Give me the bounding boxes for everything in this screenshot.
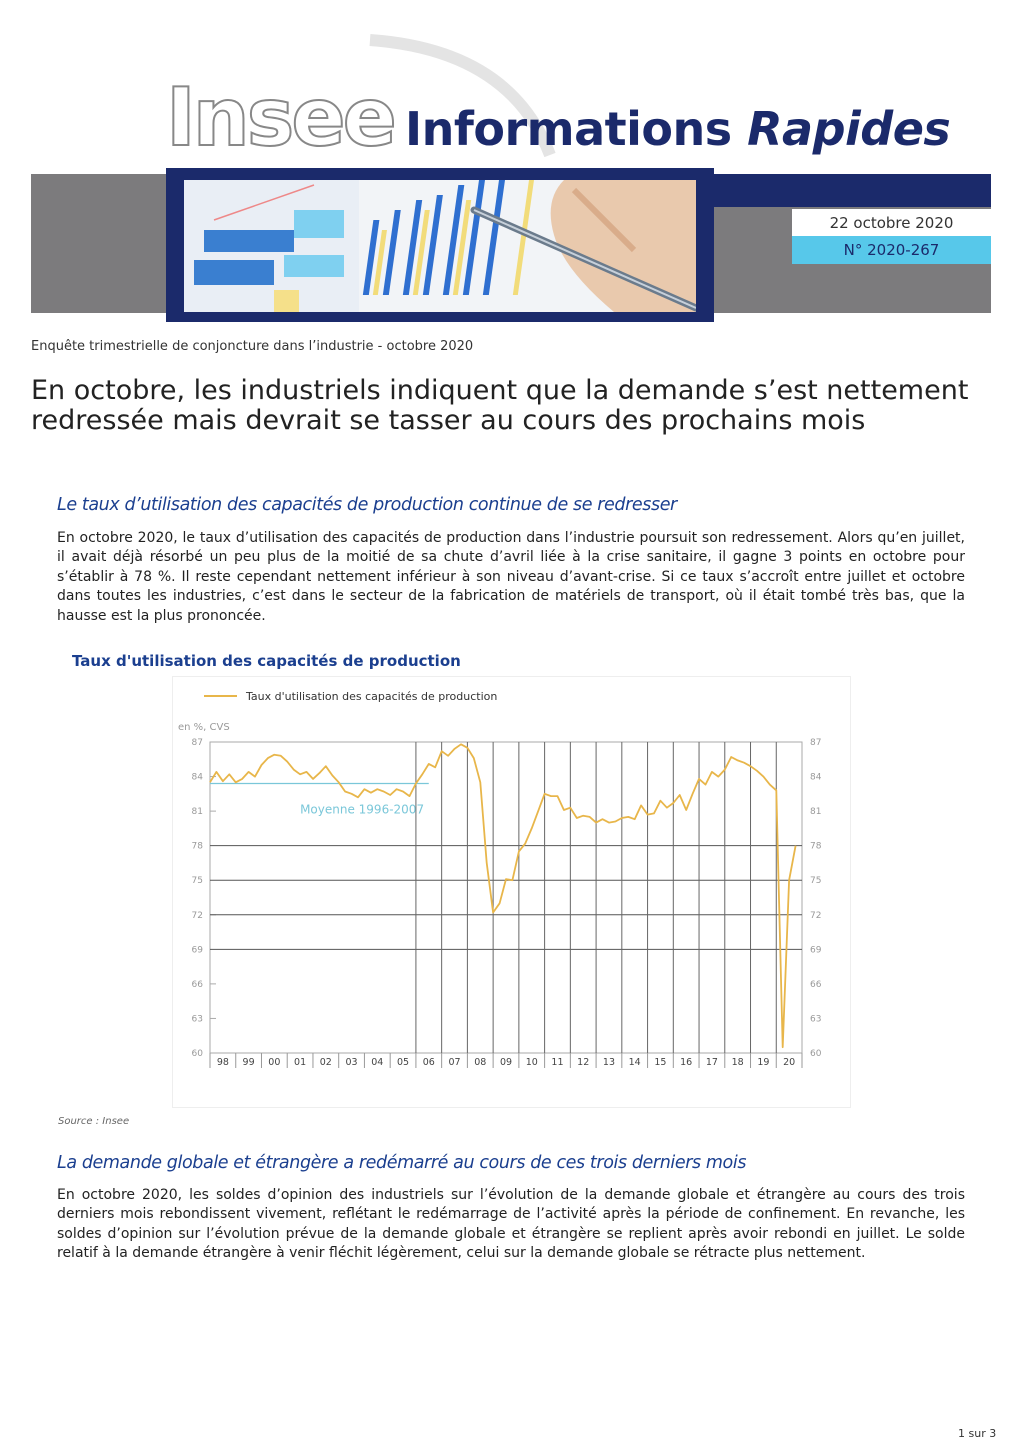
- headline: En octobre, les industriels indiquent que la demande s’est nettement redressée mais devrait se tasser au cours des prochains mois: [31, 375, 969, 436]
- title-part-rapides: Rapides: [747, 102, 951, 156]
- x-tick-label: 00: [268, 1057, 281, 1068]
- plot-area: [210, 742, 802, 1053]
- insee-logo: Insee: [166, 71, 394, 164]
- y-tick-label-left: 63: [191, 1014, 203, 1025]
- y-tick-label-right: 78: [810, 841, 822, 852]
- x-tick-label: 18: [731, 1057, 744, 1068]
- legend-label: Taux d'utilisation des capacités de production: [246, 690, 498, 703]
- y-axis-unit: en %, CVS: [178, 722, 230, 733]
- section1-heading: Le taux d’utilisation des capacités de production continue de se redresser: [57, 495, 677, 515]
- y-tick-label-right: 66: [810, 979, 822, 990]
- y-tick-label-right: 75: [810, 876, 822, 887]
- x-tick-label: 03: [345, 1057, 358, 1068]
- y-tick-label-left: 66: [191, 979, 203, 990]
- chart-source: Source : Insee: [58, 1116, 130, 1127]
- y-tick-label-left: 69: [191, 945, 203, 956]
- title-part-informations: Informations: [405, 102, 748, 156]
- y-tick-label-left: 72: [191, 910, 203, 921]
- y-tick-label-right: 81: [810, 807, 822, 818]
- x-tick-label: 17: [705, 1057, 718, 1068]
- section2-paragraph: En octobre 2020, les soldes d’opinion des industriels sur l’évolution de la demande globale et étrangère au cours des trois derniers mois rebondissent vivement, reflétant le redémarrage de l’activité après la période de confinement. En revanche, les soldes d’opinion sur l’évolution prévue de la demande globale et étrangère se replient après avoir rebondi en juillet. Le solde relatif à la demande étrangère à venir fléchit légèrement, celui sur la demande globale se rétracte plus nettement.: [57, 1187, 965, 1262]
- publication-title: [405, 104, 950, 155]
- y-tick-label-left: 60: [191, 1049, 203, 1059]
- y-tick-label-right: 87: [810, 738, 822, 748]
- x-tick-label: 19: [757, 1057, 770, 1068]
- y-tick-label-right: 69: [810, 945, 822, 956]
- x-tick-label: 11: [551, 1057, 564, 1068]
- x-tick-label: 99: [242, 1057, 255, 1068]
- x-tick-label: 04: [371, 1057, 384, 1068]
- x-tick-label: 09: [499, 1057, 513, 1068]
- y-tick-label-left: 84: [191, 772, 203, 783]
- section2-heading: La demande globale et étrangère a redémarré au cours de ces trois derniers mois: [57, 1153, 747, 1173]
- publication-date: 22 octobre 2020: [792, 209, 991, 236]
- x-tick-label: 02: [319, 1057, 332, 1068]
- header-photo: [166, 168, 714, 322]
- y-tick-label-right: 63: [810, 1014, 822, 1025]
- header-navy-band: [713, 174, 991, 207]
- capacity-utilisation-chart: [172, 676, 850, 1107]
- y-tick-label-left: 81: [191, 807, 203, 818]
- y-tick-label-left: 75: [191, 876, 203, 887]
- y-tick-label-right: 60: [810, 1049, 822, 1059]
- x-tick-label: 98: [216, 1057, 229, 1068]
- x-tick-label: 15: [654, 1057, 667, 1068]
- x-tick-label: 16: [680, 1057, 693, 1068]
- y-tick-label-right: 72: [810, 910, 822, 921]
- publication-number: N° 2020-267: [792, 236, 991, 264]
- x-tick-label: 08: [474, 1057, 487, 1068]
- section1-paragraph: En octobre 2020, le taux d’utilisation des capacités de production dans l’industrie poursuit son redressement. Alors qu’en juillet, il avait déjà résorbé un peu plus de la moitié de sa chute d’avril liée à la crise sanitaire, il gagne 3 points en octobre pour s’établir à 78 %. Il reste cependant nettement inférieur à son niveau d’avant-crise. Si ce taux s’accroît entre juillet et octobre dans toutes les industries, c’est dans le secteur de la fabrication de matériels de transport, où il était tombé très bas, que la hausse est la plus prononcée.: [57, 530, 965, 624]
- x-tick-label: 14: [628, 1057, 641, 1068]
- x-tick-label: 13: [602, 1057, 616, 1068]
- survey-kicker: Enquête trimestrielle de conjoncture dans l’industrie - octobre 2020: [31, 339, 474, 354]
- x-tick-label: 07: [448, 1057, 461, 1068]
- series-line-capacity-utilisation: [210, 744, 796, 1047]
- page-number: 1 sur 3: [958, 1427, 997, 1440]
- y-tick-label-left: 87: [191, 738, 203, 748]
- x-tick-label: 12: [577, 1057, 590, 1068]
- x-tick-label: 06: [422, 1057, 435, 1068]
- chart-title: Taux d'utilisation des capacités de production: [72, 652, 461, 670]
- chart-and-pen-illustration: [184, 180, 696, 312]
- x-tick-label: 20: [783, 1057, 796, 1068]
- x-tick-label: 05: [396, 1057, 410, 1068]
- average-annotation: Moyenne 1996-2007: [300, 802, 425, 817]
- x-tick-label: 10: [525, 1057, 538, 1068]
- x-tick-label: 01: [294, 1057, 307, 1068]
- y-tick-label-left: 78: [191, 841, 203, 852]
- y-tick-label-right: 84: [810, 772, 822, 783]
